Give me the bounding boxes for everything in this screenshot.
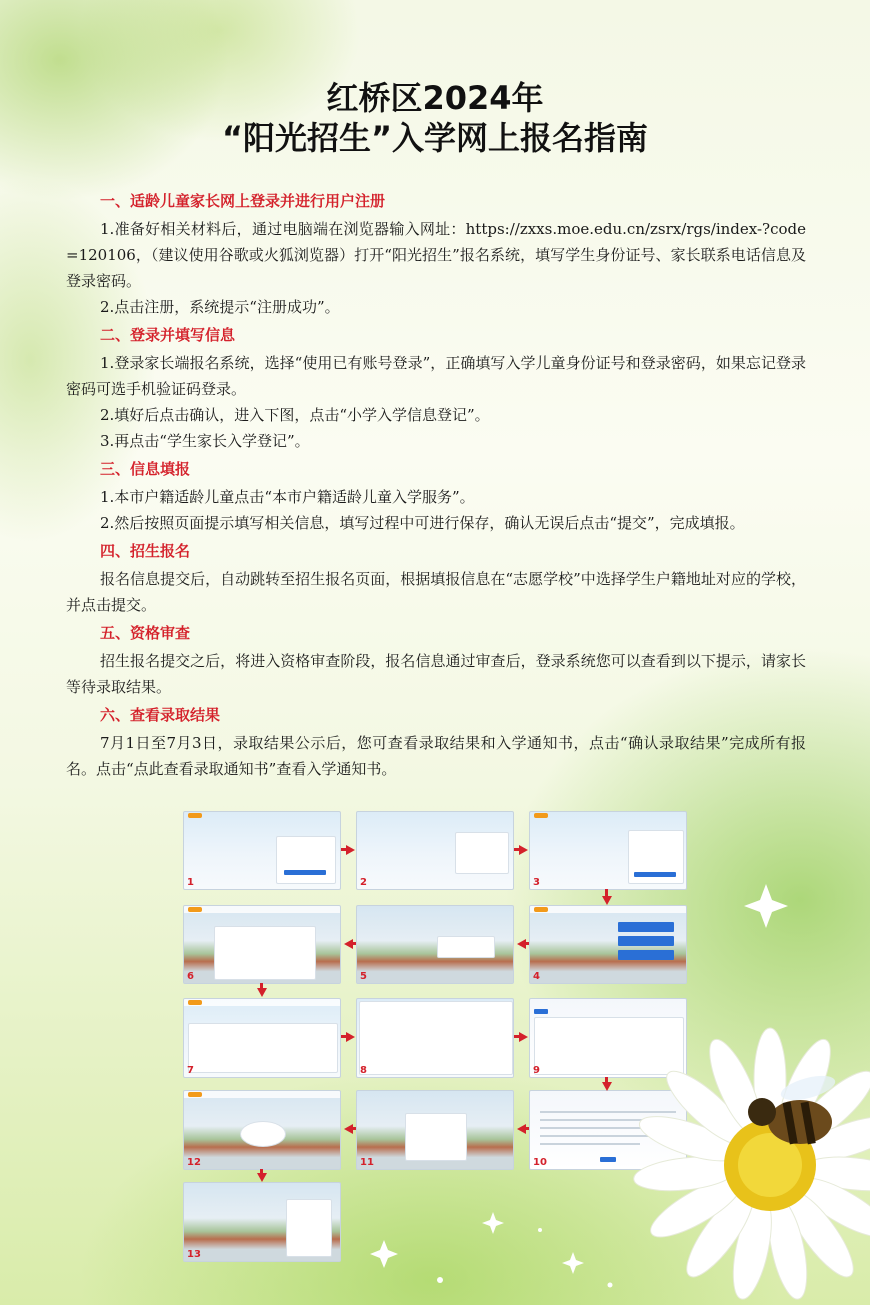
arrow-right-icon — [519, 1032, 528, 1042]
screenshot-step-5 — [356, 905, 514, 984]
logo — [534, 813, 548, 818]
arrow-right-icon — [519, 845, 528, 855]
menu-button-thumb — [618, 950, 674, 960]
agree-button-thumb — [600, 1157, 616, 1162]
step-number: 9 — [533, 1065, 540, 1076]
screenshot-step-3 — [529, 811, 687, 890]
success-dialog — [455, 832, 509, 874]
tab-thumb — [534, 1009, 548, 1014]
menu-button-thumb — [618, 922, 674, 932]
review-dialog — [405, 1113, 467, 1161]
arrow-down-icon — [257, 1173, 267, 1182]
logo — [188, 813, 202, 818]
confirm-button-thumb — [634, 872, 676, 877]
section-2-paragraph-1: 1.登录家长端报名系统，选择“使用已有账号登录”，正确填写入学儿童身份证号和登录密码，如果忘记登录密码可选手机验证码登录。 — [66, 354, 806, 398]
login-card — [276, 836, 336, 884]
sparkle-icon — [340, 1200, 640, 1300]
step-number: 3 — [533, 877, 540, 888]
title-line-1: 红桥区2024年 — [326, 79, 544, 117]
step-number: 12 — [187, 1157, 201, 1168]
section-2-heading: 二、登录并填写信息 — [100, 326, 236, 344]
section-1-paragraph-1: 1.准备好相关材料后，通过电脑端在浏览器输入网址：https://zxxs.moe.edu.cn/zsrx/rgs/index-?code=120106，（建议使用谷歌或火狐浏览器）打开“阳光招生”报名系统，填写学生身份证号、家长联系电话信息及登录密码。 — [66, 220, 806, 290]
section-1-paragraph-2: 2.点击注册，系统提示“注册成功”。 — [100, 298, 340, 316]
screenshot-step-13 — [183, 1182, 341, 1262]
screenshot-step-8 — [356, 998, 514, 1078]
step-number: 1 — [187, 877, 194, 888]
section-3-heading: 三、信息填报 — [100, 460, 191, 478]
step-number: 7 — [187, 1065, 194, 1076]
step-number: 8 — [360, 1065, 367, 1076]
step-number: 6 — [187, 971, 194, 982]
section-1-heading: 一、适龄儿童家长网上登录并进行用户注册 — [100, 192, 386, 210]
login-button-thumb — [284, 870, 326, 875]
section-6-heading: 六、查看录取结果 — [100, 706, 221, 724]
arrow-down-icon — [257, 988, 267, 997]
section-2-paragraph-2: 2.填好后点击确认，进入下图，点击“小学入学信息登记”。 — [100, 406, 490, 424]
admission-notice — [286, 1199, 332, 1257]
guide-content — [66, 186, 806, 782]
logo — [188, 1000, 202, 1005]
section-4-paragraph-1: 报名信息提交后，自动跳转至招生报名页面，根据填报信息在“志愿学校”中选择学生户籍地址对应的学校，并点击提交。 — [66, 570, 806, 614]
screenshot-step-2 — [356, 811, 514, 890]
arrow-down-icon — [602, 896, 612, 905]
logo — [188, 907, 202, 912]
logo — [188, 1092, 202, 1097]
screenshot-step-7 — [183, 998, 341, 1078]
registration-panel — [437, 936, 495, 958]
arrow-right-icon — [346, 1032, 355, 1042]
step-number: 4 — [533, 971, 540, 982]
sparkle-icon — [710, 860, 810, 950]
step-number: 13 — [187, 1249, 201, 1260]
result-badge — [240, 1121, 286, 1147]
form-panel — [359, 1001, 513, 1075]
arrow-down-icon — [602, 1082, 612, 1091]
section-2-paragraph-3: 3.再点击“学生家长入学登记”。 — [100, 432, 310, 450]
section-5-paragraph-1: 招生报名提交之后，将进入资格审查阶段，报名信息通过审查后，登录系统您可以查看到以下提示，请家长等待录取结果。 — [66, 652, 806, 696]
title-line-2: “阳光招生”入学网上报名指南 — [221, 119, 649, 157]
section-6-paragraph-1: 7月1日至7月3日，录取结果公示后，您可查看录取结果和入学通知书，点击“确认录取结果”完成所有报名。点击“点此查看录取通知书”查看入学通知书。 — [66, 734, 806, 778]
bee-icon — [738, 1072, 848, 1162]
step-number: 11 — [360, 1157, 374, 1168]
step-number: 10 — [533, 1157, 547, 1168]
step-number: 2 — [360, 877, 367, 888]
section-3-paragraph-2: 2.然后按照页面提示填写相关信息，填写过程中可进行保存，确认无误后点击“提交”，完成填报。 — [100, 514, 745, 532]
form-panel — [188, 1023, 338, 1073]
section-5-heading: 五、资格审查 — [100, 624, 191, 642]
screenshot-step-6 — [183, 905, 341, 984]
arrow-right-icon — [346, 845, 355, 855]
menu-button-thumb — [618, 936, 674, 946]
screenshot-step-12 — [183, 1090, 341, 1170]
screenshot-step-11 — [356, 1090, 514, 1170]
section-4-heading: 四、招生报名 — [100, 542, 191, 560]
section-3-paragraph-1: 1.本市户籍适龄儿童点击“本市户籍适龄儿童入学服务”。 — [100, 488, 475, 506]
screenshot-step-1 — [183, 811, 341, 890]
step-number: 5 — [360, 971, 367, 982]
screenshot-step-4 — [529, 905, 687, 984]
logo — [534, 907, 548, 912]
service-choice-dialog — [214, 926, 316, 980]
